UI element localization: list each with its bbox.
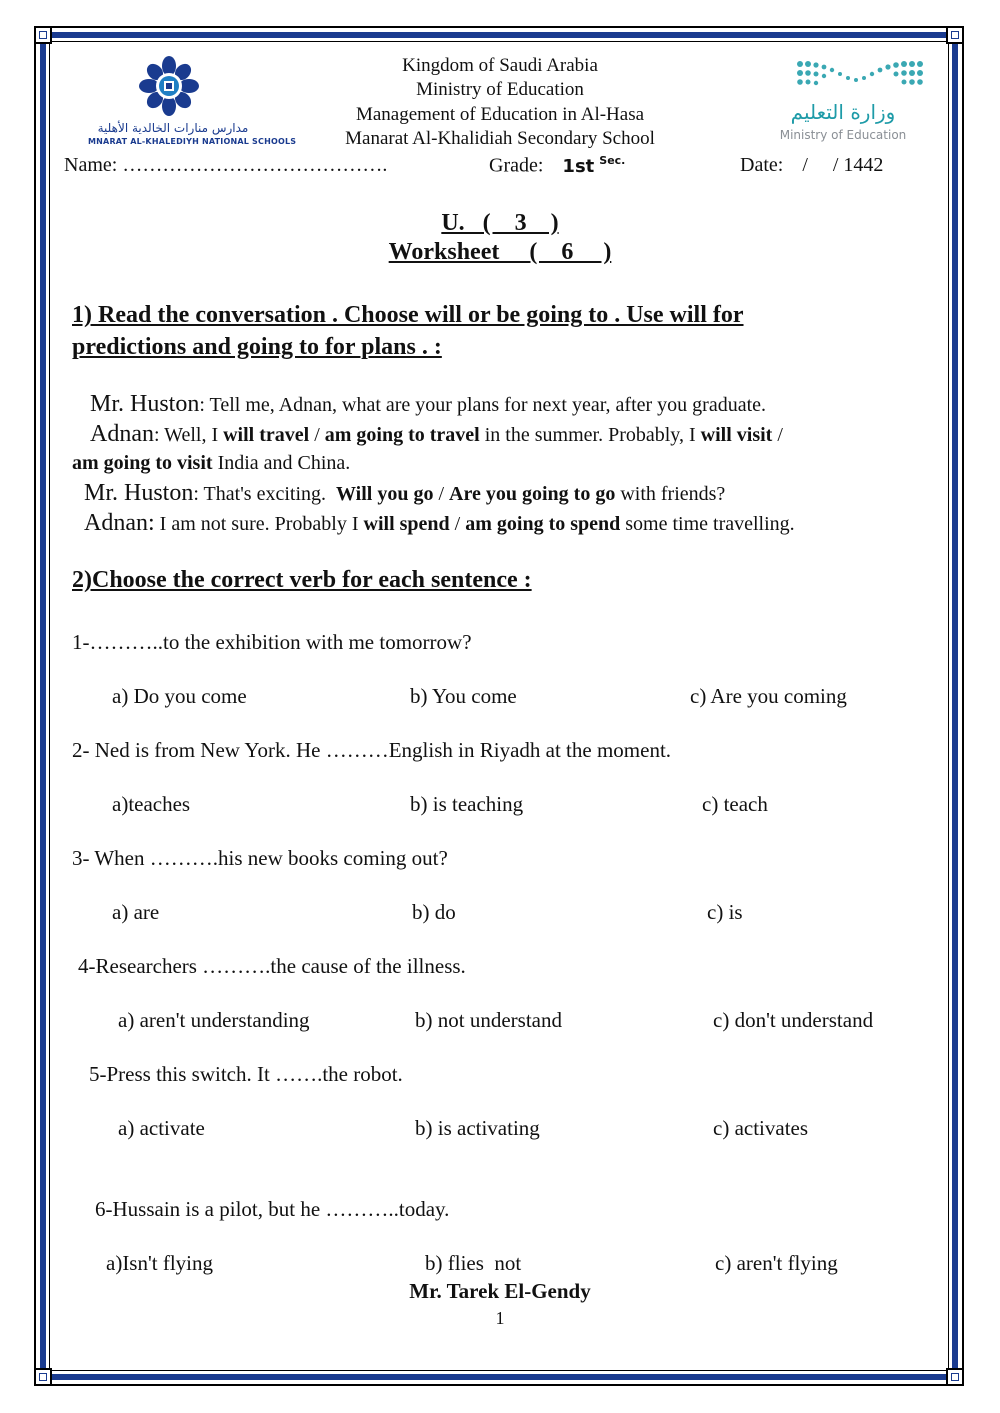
question-2: 2- Ned is from New York. He ………English in Riyadh at the moment. xyxy=(72,738,672,762)
date-field[interactable] xyxy=(740,154,883,177)
q5-option-a[interactable]: a) activate xyxy=(118,1116,205,1140)
grade-value: 1st xyxy=(562,155,595,177)
q5-option-c[interactable]: c) activates xyxy=(713,1116,809,1140)
name-field[interactable] xyxy=(64,154,387,177)
q1-option-a[interactable]: a) Do you come xyxy=(112,684,247,708)
dialog-text: : That's exciting. xyxy=(193,483,337,505)
dialog-text: I am not sure. Probably I xyxy=(154,513,364,535)
q3-option-a[interactable]: a) are xyxy=(112,900,160,924)
ministry-logo-arabic: وزارة التعليم xyxy=(790,100,896,124)
corner-ornament-bottom-left xyxy=(34,1368,52,1386)
date-label: Date: xyxy=(740,154,784,176)
dialog-text: / xyxy=(772,424,783,446)
worksheet-title: Worksheet ( 6 ) xyxy=(388,239,612,265)
choice-will-visit[interactable]: will visit xyxy=(700,424,773,446)
speaker-adnan: Adnan: xyxy=(84,510,155,536)
header-line-kingdom: Kingdom of Saudi Arabia xyxy=(402,55,598,76)
grade-sup: Sec. xyxy=(599,154,626,167)
dialog-text: / xyxy=(449,513,466,535)
dialog-line-2 xyxy=(90,421,783,448)
name-label: Name: xyxy=(64,154,118,176)
school-logo-arabic: مدارس منارات الخالدية الأهلية xyxy=(97,121,249,135)
date-value: / / 1442 xyxy=(802,154,884,176)
header-line-management: Management of Education in Al-Hasa xyxy=(355,104,645,125)
teacher-name: Mr. Tarek El-Gendy xyxy=(409,1279,591,1303)
grade-field xyxy=(489,154,625,178)
q4-option-a[interactable]: a) aren't understanding xyxy=(118,1008,310,1032)
ministry-logo-english: Ministry of Education xyxy=(779,128,907,142)
school-logo-english: MNARAT AL-KHALEDIYH NATIONAL SCHOOLS xyxy=(88,137,297,146)
dialog-line-5 xyxy=(84,510,795,537)
speaker-huston: Mr. Huston xyxy=(84,480,194,506)
header-line-school: Manarat Al-Khalidiah Secondary School xyxy=(345,128,655,149)
ministry-logo xyxy=(768,58,928,148)
unit-title: U. ( 3 ) xyxy=(441,210,559,236)
choice-am-going-to-visit[interactable]: am going to visit xyxy=(72,452,213,474)
q2-option-a[interactable]: a)teaches xyxy=(112,792,191,816)
q6-option-c[interactable]: c) aren't flying xyxy=(715,1251,838,1275)
choice-will-spend[interactable]: will spend xyxy=(363,513,450,535)
dialog-text: in the summer. Probably, I xyxy=(479,424,701,446)
section1-heading-line1: 1) Read the conversation . Choose will or be going to . Use will for xyxy=(72,302,744,328)
q1-option-b[interactable]: b) You come xyxy=(410,684,517,708)
choice-am-going-to-spend[interactable]: am going to spend xyxy=(465,513,621,535)
dialog-line-4 xyxy=(84,480,725,507)
q1-option-c[interactable]: c) Are you coming xyxy=(690,684,847,708)
dialog-text: some time travelling. xyxy=(620,513,795,535)
ministry-dots-icon xyxy=(796,58,926,92)
header-line-ministry: Ministry of Education xyxy=(416,79,584,100)
dialog-text: India and China. xyxy=(212,452,351,474)
question-3: 3- When ……….his new books coming out? xyxy=(72,846,448,870)
q4-option-c[interactable]: c) don't understand xyxy=(713,1008,874,1032)
dialog-line-1 xyxy=(90,391,766,418)
question-1: 1-………..to the exhibition with me tomorrow? xyxy=(72,630,472,654)
q2-option-b[interactable]: b) is teaching xyxy=(410,792,524,816)
corner-ornament-top-right xyxy=(946,26,964,44)
choice-are-you-going-to-go[interactable]: Are you going to go xyxy=(449,483,616,505)
dialog-text: with friends? xyxy=(615,483,726,505)
q6-option-a[interactable]: a)Isn't flying xyxy=(106,1251,214,1275)
choice-will-you-go[interactable]: Will you go xyxy=(336,483,434,505)
section2-heading: 2)Choose the correct verb for each sentence : xyxy=(72,567,532,593)
dialog-line-3 xyxy=(72,452,350,475)
dialog-text: : Well, I xyxy=(153,424,224,446)
question-5: 5-Press this switch. It …….the robot. xyxy=(89,1062,403,1086)
choice-will-travel[interactable]: will travel xyxy=(223,424,310,446)
q3-option-c[interactable]: c) is xyxy=(707,900,743,924)
school-logo xyxy=(78,55,297,150)
q5-option-b[interactable]: b) is activating xyxy=(415,1116,540,1140)
corner-ornament-top-left xyxy=(34,26,52,44)
dialog-text: / xyxy=(309,424,325,446)
q2-option-c[interactable]: c) teach xyxy=(702,792,768,816)
choice-am-going-to-travel[interactable]: am going to travel xyxy=(324,424,480,446)
q4-option-b[interactable]: b) not understand xyxy=(415,1008,562,1032)
q6-option-b[interactable]: b) flies not xyxy=(425,1251,522,1275)
speaker-adnan: Adnan xyxy=(90,421,154,447)
dialog-text: : Tell me, Adnan, what are your plans for next year, after you graduate. xyxy=(199,394,767,416)
question-6: 6-Hussain is a pilot, but he ………..today. xyxy=(95,1197,450,1221)
name-blank: …………………………………. xyxy=(122,154,388,176)
question-4: 4-Researchers ……….the cause of the illness. xyxy=(78,954,466,978)
grade-label: Grade: xyxy=(489,154,544,177)
school-emblem-icon xyxy=(134,55,204,117)
dialog-text: / xyxy=(433,483,450,505)
corner-ornament-bottom-right xyxy=(946,1368,964,1386)
section1-heading-line2: predictions and going to for plans . : xyxy=(72,334,442,360)
page-number: 1 xyxy=(495,1308,505,1328)
speaker-huston: Mr. Huston xyxy=(90,391,200,417)
q3-option-b[interactable]: b) do xyxy=(412,900,456,924)
